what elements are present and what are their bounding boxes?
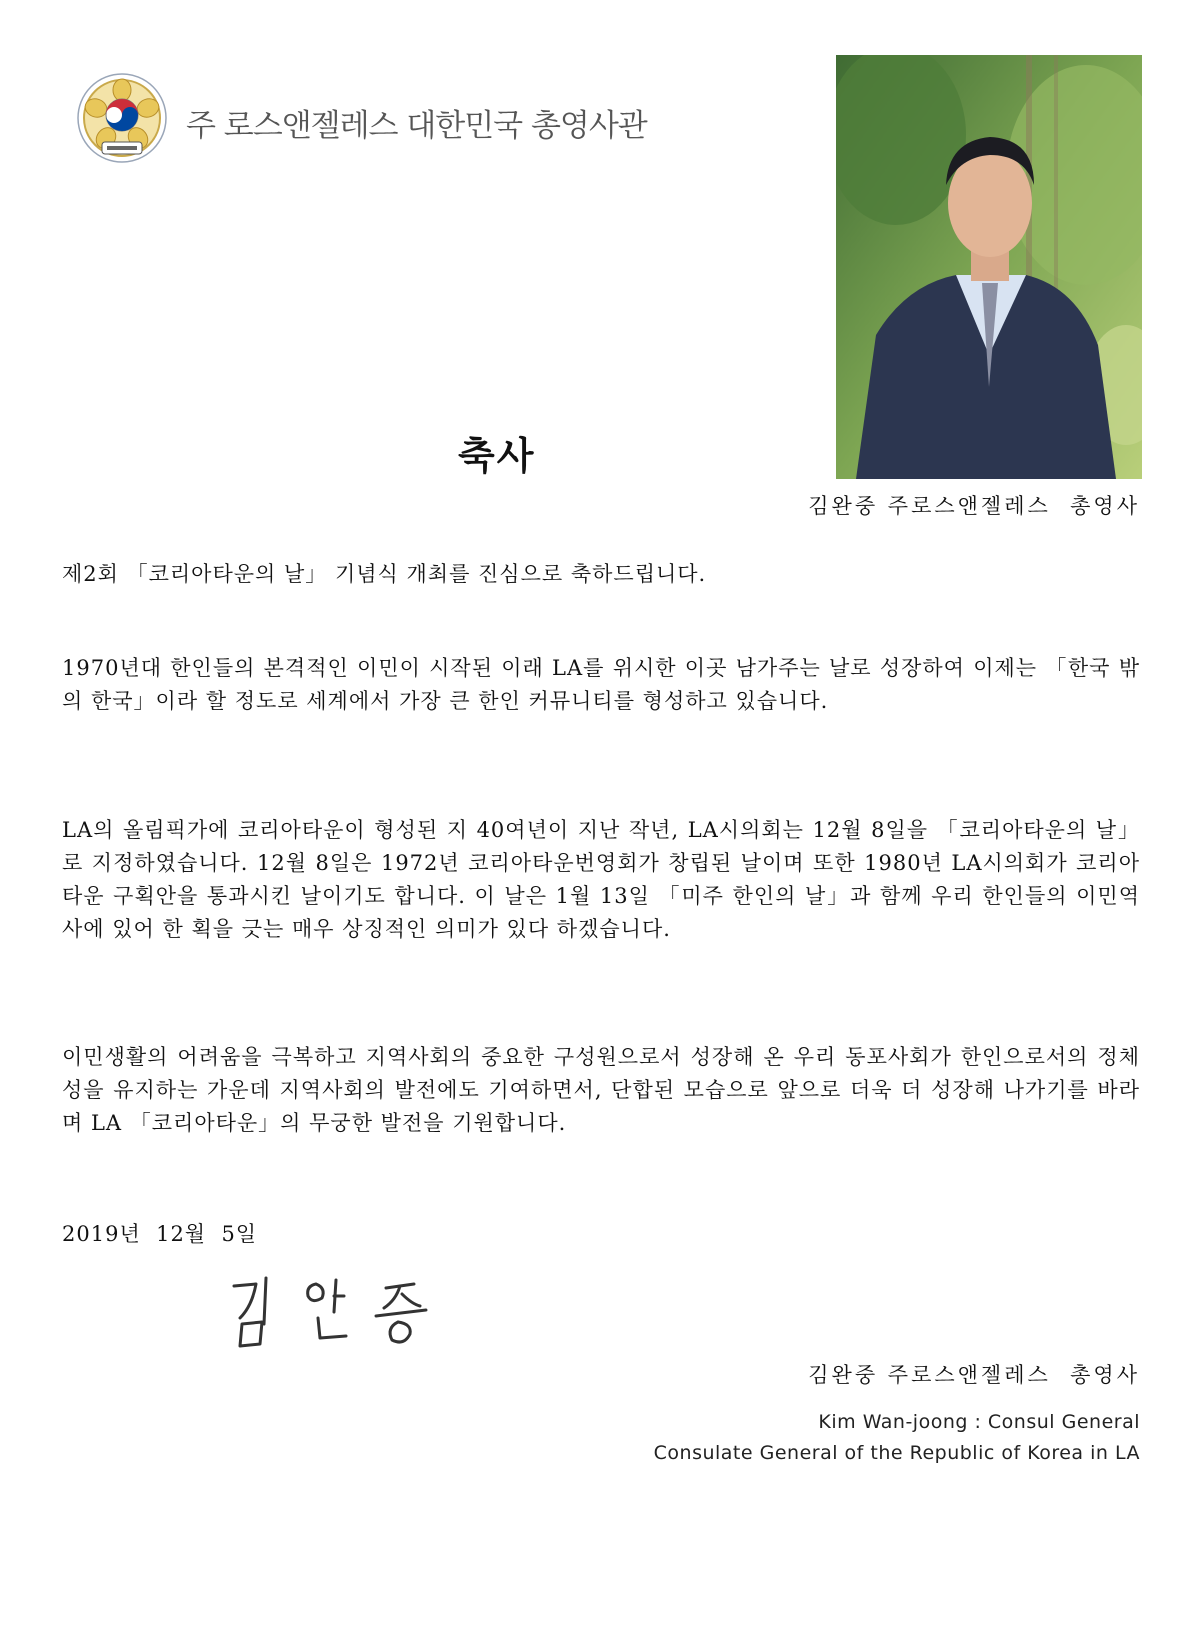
paragraph-2: LA의 올림픽가에 코리아타운이 형성된 지 40여년이 지난 작년, LA시의회는 12월 8일을 「코리아타운의 날」로 지정하였습니다. 12월 8일은 1972년 코리아타운번영회가 창립된 날이며 또한 1980년 LA시의회가 코리아타운 구획안을 통과시킨 날이기도 합니다. 이 날은 1월 13일 「미주 한인의 날」과 함께 우리 한인들의 이민역사에 있어 한 획을 긋는 매우 상징적인 의미가 있다 하겠습니다. — [62, 818, 1140, 941]
greeting-line: 제2회 「코리아타운의 날」 기념식 개최를 진심으로 축하드립니다. — [62, 562, 707, 586]
korean-government-emblem-icon — [76, 72, 168, 164]
signer-name-top: 김완중 주로스앤젤레스 총영사 — [808, 494, 1140, 518]
signer-name-bottom: 김완중 주로스앤젤레스 총영사 — [808, 1363, 1140, 1387]
paragraph-1: 1970년대 한인들의 본격적인 이민이 시작된 이래 LA를 위시한 이곳 남가주는 날로 성장하여 이제는 「한국 밖의 한국」이라 할 정도로 세계에서 가장 큰 한인 커뮤니티를 형성하고 있습니다. — [62, 656, 1140, 713]
letter-date: 2019년 12월 5일 — [62, 1222, 258, 1246]
handwritten-signature-icon — [226, 1266, 446, 1356]
letter-title: 축사 — [458, 433, 536, 478]
organization-name: 주 로스앤젤레스 대한민국 총영사관 — [186, 108, 647, 144]
consul-general-portrait-icon — [836, 55, 1142, 479]
english-name: Kim Wan-joong : Consul General — [818, 1411, 1140, 1433]
paragraph-3: 이민생활의 어려움을 극복하고 지역사회의 중요한 구성원으로서 성장해 온 우리 동포사회가 한인으로서의 정체성을 유지하는 가운데 지역사회의 발전에도 기여하면서, 단합된 모습으로 앞으로 더욱 더 성장해 나가기를 바라며 LA 「코리아타운」의 무궁한 발전을 기원합니다. — [62, 1045, 1140, 1135]
english-organization: Consulate General of the Republic of Korea in LA — [653, 1442, 1140, 1464]
